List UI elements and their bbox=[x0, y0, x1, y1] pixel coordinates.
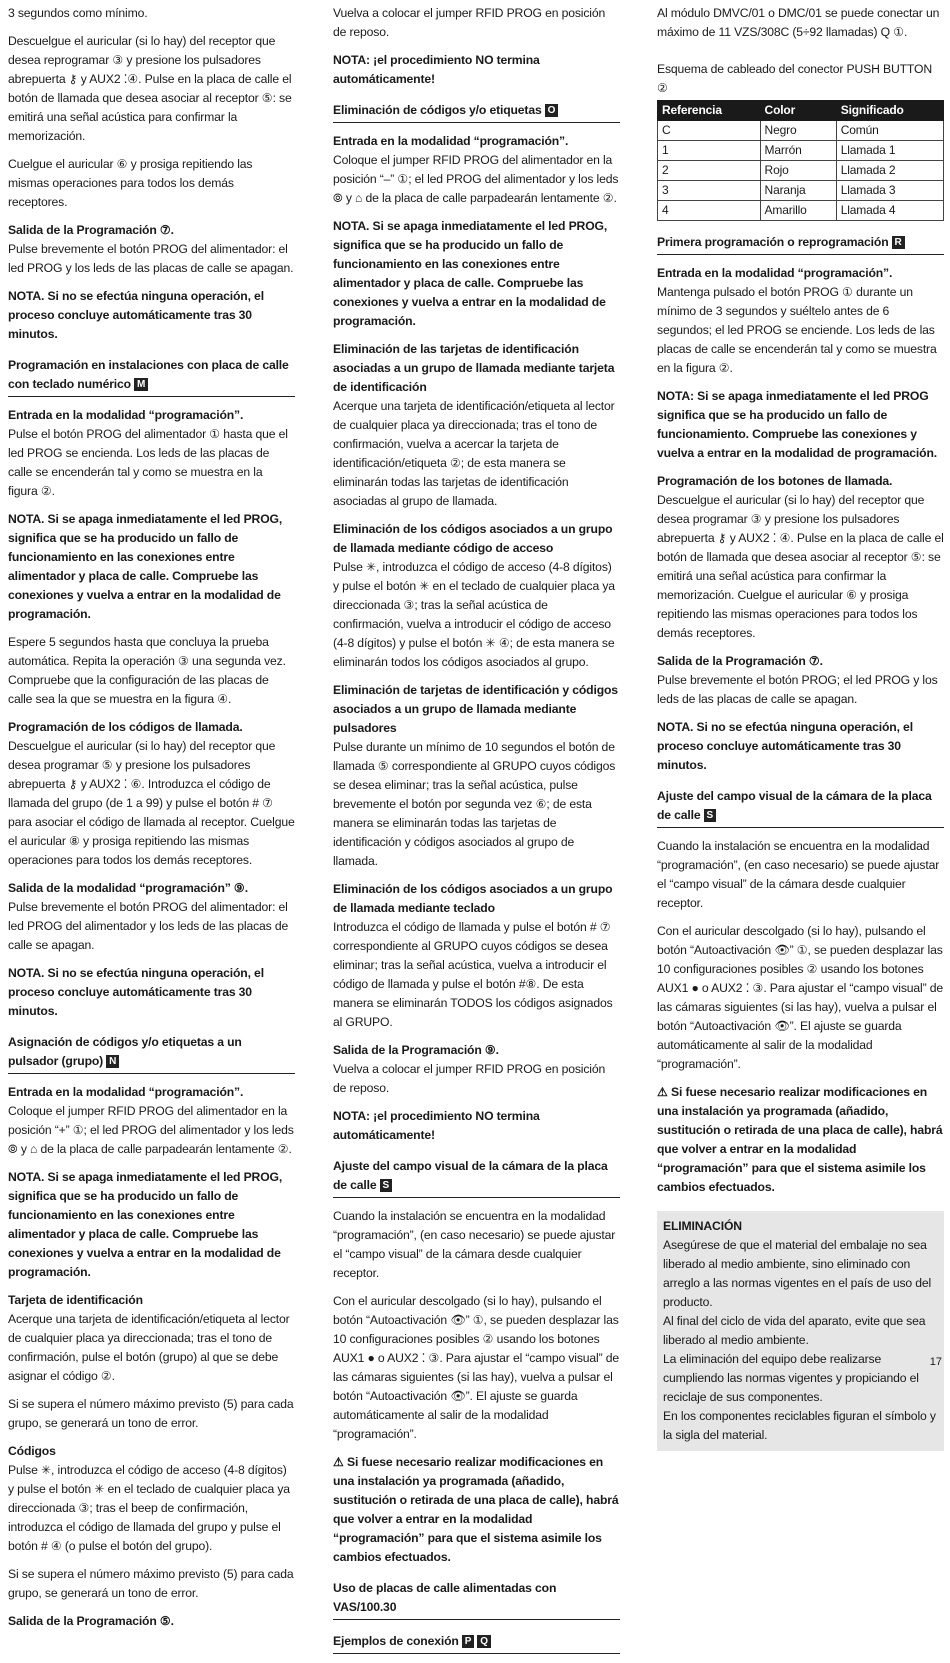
figure-reference-tag: S bbox=[380, 1179, 393, 1192]
table-row bbox=[658, 181, 944, 201]
section-heading bbox=[657, 787, 944, 828]
table-row bbox=[658, 201, 944, 221]
paragraph: Pulse brevemente el botón PROG del alimentador: el led PROG y los leds de las placas de calle se apagan. bbox=[8, 242, 294, 275]
section-heading bbox=[657, 233, 944, 255]
paragraph: Espere 5 segundos hasta que concluya la prueba automática. Repita la operación ③ una segunda vez. Compruebe que la configuración de las placas de calle sea la que se muestra en la figura ④. bbox=[8, 635, 286, 706]
note-text: NOTA. Si se apaga inmediatamente el led PROG, significa que se ha producido un fallo de funcionamiento en las conexiones entre alimentador y placa de calle. Compruebe las conexiones y vuelva a entrar en la modalidad de programación. bbox=[8, 512, 283, 621]
paragraph: Acerque una tarjeta de identificación/etiqueta al lector de cualquier placa ya direccionada; tras el tono de confirmación, vuelva a acercar la tarjeta de identificación/etiqueta ②; de esta manera se eliminarán todas las tarjetas de identificación asociadas al grupo de llamada. bbox=[333, 399, 615, 508]
subheading: Salida de la Programación ⑦. bbox=[8, 223, 174, 237]
table-cell: Rojo bbox=[760, 161, 836, 181]
paragraph: Pulse brevemente el botón PROG; el led PROG y los leds de las placas de calle se apagan. bbox=[657, 673, 938, 706]
table-cell: Llamada 3 bbox=[836, 181, 943, 201]
column-left bbox=[8, 4, 295, 1631]
column-right bbox=[657, 4, 944, 1451]
paragraph: Si se supera el número máximo previsto (5) para cada grupo, se generará un tono de error. bbox=[8, 1397, 294, 1430]
paragraph: Pulse durante un mínimo de 10 segundos el botón de llamada ⑤ correspondiente al GRUPO cuyos códigos se desea eliminar; tras la señal acústica, pulse brevemente el botón por segunda vez ⑥; de esta manera se eliminarán todas las tarjetas de identificación y códigos asociados al grupo de llamada. bbox=[333, 740, 616, 868]
paragraph: Cuando la instalación se encuentra en la modalidad “programación”, (en caso necesario) se puede ajustar el “campo visual” de la cámara desde cualquier receptor. bbox=[657, 839, 940, 910]
elimination-box bbox=[657, 1211, 944, 1451]
elimination-paragraph: En los componentes reciclables figuran el símbolo y la sigla del material. bbox=[663, 1409, 936, 1442]
note-text: NOTA. Si no se efectúa ninguna operación, el proceso concluye automáticamente tras 30 minutos. bbox=[8, 289, 264, 341]
section-heading-text: Programación en instalaciones con placa de calle con teclado numérico bbox=[8, 358, 289, 391]
note-text: NOTA: ¡el procedimiento NO termina automáticamente! bbox=[333, 1109, 540, 1142]
elimination-paragraph: La eliminación del equipo debe realizarse cumpliendo las normas vigentes y propiciando el reciclaje de sus componentes. bbox=[663, 1352, 919, 1404]
section-heading-text: Ajuste del campo visual de la cámara de la placa de calle bbox=[333, 1159, 608, 1192]
subheading: Salida de la Programación ⑦. bbox=[657, 654, 823, 668]
note-text: ⚠ Si fuese necesario realizar modificaciones en una instalación ya programada (añadido, sustitución o retirada de una placa de calle), habrá que volver a entrar en la modalidad “programación” para que el sistema asimile los cambios efectuados. bbox=[657, 1085, 943, 1194]
figure-reference-tag: M bbox=[134, 378, 148, 391]
section-heading bbox=[333, 1579, 620, 1620]
table-cell: Llamada 2 bbox=[836, 161, 943, 181]
section-heading bbox=[8, 1033, 295, 1074]
subheading: Salida de la Programación ⑤. bbox=[8, 1614, 174, 1628]
paragraph: Pulse brevemente el botón PROG del alimentador: el led PROG del alimentador y los leds de las placas de calle se apagan. bbox=[8, 900, 289, 952]
subheading: Entrada en la modalidad “programación”. bbox=[8, 1085, 244, 1099]
section-heading-text: Asignación de códigos y/o etiquetas a un pulsador (grupo) bbox=[8, 1035, 242, 1068]
wiring-table bbox=[657, 100, 944, 221]
paragraph: Introduzca el código de llamada y pulse el botón # ⑦ correspondiente al GRUPO cuyos códigos se desea eliminar; tras la señal acústica, vuelva a introducir el código de llamada y pulse el botón #⑧. De esta manera se eliminarán TODOS los códigos asignados al GRUPO. bbox=[333, 920, 613, 1029]
paragraph: Descuelgue el auricular (si lo hay) del receptor que desea programar ③ y presione los pulsadores abrepuerta ⚷ y AUX2 ⁚ ④. Pulse en la placa de calle el botón de llamada que desea asociar al receptor ⑤: se emitirá una señal acústica para confirmar la memorización. Cuelgue el auricular ⑥ y prosiga repitiendo las mismas operaciones para todos los demás receptores. bbox=[657, 493, 944, 640]
table-cell: 4 bbox=[658, 201, 761, 221]
table-cell: Naranja bbox=[760, 181, 836, 201]
column-middle bbox=[333, 4, 620, 1663]
section-heading bbox=[8, 356, 295, 397]
section-heading bbox=[333, 1157, 620, 1198]
section-heading-text: Uso de placas de calle alimentadas con VAS/100.30 bbox=[333, 1581, 557, 1614]
figure-reference-tag: P bbox=[462, 1635, 475, 1648]
note-text: NOTA. Si se apaga inmediatamente el led PROG, significa que se ha producido un fallo de funcionamiento en las conexiones entre alimentador y placa de calle. Compruebe las conexiones y vuelva a entrar en la modalidad de programación. bbox=[333, 219, 608, 328]
subheading: Entrada en la modalidad “programación”. bbox=[333, 134, 569, 148]
table-cell: 3 bbox=[658, 181, 761, 201]
table-cell: 1 bbox=[658, 141, 761, 161]
note-text: NOTA. Si no se efectúa ninguna operación, el proceso concluye automáticamente tras 30 minutos. bbox=[657, 720, 913, 772]
paragraph: Pulse el botón PROG del alimentador ① hasta que el led PROG se encienda. Los leds de las placas de calle se encenderán tal y como se muestra en la figura ②. bbox=[8, 427, 288, 498]
paragraph: Con el auricular descolgado (si lo hay), pulsando el botón “Autoactivación 👁” ①, se pueden desplazar las 10 configuraciones posibles ② usando los botones AUX1 ● o AUX2 ⁚ ③. Para ajustar el “campo visual” de las cámaras siguientes (si las hay), vuelva a pulsar el botón “Autoactivación 👁”. El ajuste se guarda automáticamente al salir de la modalidad “programación”. bbox=[657, 924, 943, 1071]
elimination-paragraph: Asegúrese de que el material del embalaje no sea liberado al medio ambiente, sino eliminado con arreglo a las normas vigentes en el país de uso del producto. bbox=[663, 1238, 932, 1309]
subheading: Salida de la modalidad “programación” ⑨. bbox=[8, 881, 248, 895]
subheading: Salida de la Programación ⑨. bbox=[333, 1043, 499, 1057]
note-text: NOTA: Si se apaga inmediatamente el led PROG significa que se ha producido un fallo de funcionamiento. Compruebe las conexiones y vuelva a entrar en la modalidad de programación. bbox=[657, 389, 937, 460]
section-heading-text: Ejemplos de conexión bbox=[333, 1634, 459, 1648]
table-cell: Amarillo bbox=[760, 201, 836, 221]
paragraph: Acerque una tarjeta de identificación/etiqueta al lector de cualquier placa ya direccionada; tras el tono de confirmación, pulse el botón (grupo) al que se debe asignar el código ②. bbox=[8, 1312, 290, 1383]
table-row bbox=[658, 141, 944, 161]
elimination-title: ELIMINACIÓN bbox=[663, 1219, 742, 1233]
table-cell: Llamada 1 bbox=[836, 141, 943, 161]
elimination-paragraph: Al final del ciclo de vida del aparato, evite que sea liberado al medio ambiente. bbox=[663, 1314, 926, 1347]
section-heading-text: Eliminación de códigos y/o etiquetas bbox=[333, 103, 542, 117]
paragraph: Con el auricular descolgado (si lo hay), pulsando el botón “Autoactivación 👁” ①, se pueden desplazar las 10 configuraciones posibles ② usando los botones AUX1 ● o AUX2 ⁚ ③. Para ajustar el “campo visual” de las cámaras siguientes (si las hay), vuelva a pulsar el botón “Autoactivación 👁”. El ajuste se guarda automáticamente al salir de la modalidad “programación”. bbox=[333, 1294, 619, 1441]
table-header-cell: Referencia bbox=[658, 101, 761, 121]
paragraph: Si se supera el número máximo previsto (5) para cada grupo, se generará un tono de error. bbox=[8, 1567, 294, 1600]
subheading: Eliminación de los códigos asociados a un grupo de llamada mediante código de acceso bbox=[333, 522, 613, 555]
subheading: Programación de los códigos de llamada. bbox=[8, 720, 243, 734]
paragraph: Descuelgue el auricular (si lo hay) del receptor que desea programar ⑤ y presione los pulsadores abrepuerta ⚷ y AUX2 ⁚ ⑥. Introduzca el código de llamada del grupo (de 1 a 99) y pulse el botón # ⑦ para asociar el código de llamada al receptor. Cuelgue el auricular ⑧ y prosiga repitiendo las mismas operaciones para todos los demás receptores. bbox=[8, 739, 295, 867]
paragraph: Descuelgue el auricular (si lo hay) del receptor que desea reprogramar ③ y presione los pulsadores abrepuerta ⚷ y AUX2 ⁚④. Pulse en la placa de calle el botón de llamada que desea asociar al receptor ⑤: se emitirá una señal acústica para confirmar la memorización. bbox=[8, 34, 292, 143]
paragraph: Vuelva a colocar el jumper RFID PROG en posición de reposo. bbox=[333, 1062, 606, 1095]
table-cell: Común bbox=[836, 121, 943, 141]
page-number: 17 bbox=[929, 1356, 942, 1368]
dmvc-intro: Al módulo DMVC/01 o DMC/01 se puede conectar un máximo de 11 VZS/308C (5÷92 llamadas) Q ①. bbox=[657, 6, 940, 39]
note-text: ⚠ Si fuese necesario realizar modificaciones en una instalación ya programada (añadido, sustitución o retirada de una placa de calle), habrá que volver a entrar en la modalidad “programación” para que el sistema asimile los cambios efectuados. bbox=[333, 1455, 619, 1564]
table-header-cell: Significado bbox=[836, 101, 943, 121]
subheading: Eliminación de los códigos asociados a un grupo de llamada mediante teclado bbox=[333, 882, 613, 915]
table-cell: Marrón bbox=[760, 141, 836, 161]
paragraph: 3 segundos como mínimo. bbox=[8, 6, 148, 20]
figure-reference-tag: N bbox=[106, 1055, 119, 1068]
subheading: Eliminación de tarjetas de identificación y códigos asociados a un grupo de llamada mediante pulsadores bbox=[333, 683, 618, 735]
table-row bbox=[658, 161, 944, 181]
paragraph: Coloque el jumper RFID PROG del alimentador en la posición “–” ①; el led PROG del alimentador y los leds ⦾ y ⌂ de la placa de calle parpadearán lentamente ②. bbox=[333, 153, 619, 205]
note-text: NOTA: ¡el procedimiento NO termina automáticamente! bbox=[333, 53, 540, 86]
table-cell: 2 bbox=[658, 161, 761, 181]
figure-reference-tag: Q bbox=[477, 1635, 491, 1648]
subheading: Tarjeta de identificación bbox=[8, 1293, 143, 1307]
table-row bbox=[658, 121, 944, 141]
subheading: Eliminación de las tarjetas de identificación asociadas a un grupo de llamada mediante tarjeta de identificación bbox=[333, 342, 615, 394]
note-text: NOTA. Si no se efectúa ninguna operación, el proceso concluye automáticamente tras 30 minutos. bbox=[8, 966, 264, 1018]
section-heading bbox=[333, 1632, 620, 1654]
section-heading-text: Primera programación o reprogramación bbox=[657, 235, 889, 249]
note-text: NOTA. Si se apaga inmediatamente el led PROG, significa que se ha producido un fallo de funcionamiento en las conexiones entre alimentador y placa de calle. Compruebe las conexiones y vuelva a entrar en la modalidad de programación. bbox=[8, 1170, 283, 1279]
paragraph: Pulse ✳, introduzca el código de acceso (4-8 dígitos) y pulse el botón ✳ en el teclado de cualquier placa ya direccionada ③; tras la señal acústica de confirmación, vuelva a introducir el código de acceso (4-8 dígitos) y pulse el botón ✳ ④; de esta manera se eliminarán todos los códigos asociados al grupo. bbox=[333, 560, 615, 669]
paragraph: Coloque el jumper RFID PROG del alimentador en la posición “+” ①; el led PROG del alimentador y los leds ⦾ y ⌂ de la placa de calle parpadearán lentamente ②. bbox=[8, 1104, 294, 1156]
table-cell: C bbox=[658, 121, 761, 141]
table-cell: Negro bbox=[760, 121, 836, 141]
paragraph: Pulse ✳, introduzca el código de acceso (4-8 dígitos) y pulse el botón ✳ en el teclado de cualquier placa ya direccionada ③; tras el beep de confirmación, introduzca el código de llamada del grupo y pulse el botón # ④ (o pulse el botón del grupo). bbox=[8, 1463, 290, 1553]
figure-reference-tag: O bbox=[545, 104, 559, 117]
subheading: Códigos bbox=[8, 1444, 56, 1458]
section-heading-text: Ajuste del campo visual de la cámara de la placa de calle bbox=[657, 789, 932, 822]
paragraph: Mantenga pulsado el botón PROG ① durante un mínimo de 3 segundos y suéltelo antes de 6 segundos; el led PROG se enciende. Los leds de las placas de calle se encenderán tal y como se muestra en la figura ②. bbox=[657, 285, 937, 375]
figure-reference-tag: R bbox=[892, 236, 905, 249]
subheading: Programación de los botones de llamada. bbox=[657, 474, 893, 488]
table-cell: Llamada 4 bbox=[836, 201, 943, 221]
paragraph: Cuando la instalación se encuentra en la modalidad “programación”, (en caso necesario) se puede ajustar el “campo visual” de la cámara desde cualquier receptor. bbox=[333, 1209, 616, 1280]
subheading: Entrada en la modalidad “programación”. bbox=[657, 266, 893, 280]
paragraph: Cuelgue el auricular ⑥ y prosiga repitiendo las mismas operaciones para todos los demás receptores. bbox=[8, 157, 253, 209]
figure-reference-tag: S bbox=[704, 809, 717, 822]
wiring-title: Esquema de cableado del conector PUSH BUTTON ② bbox=[657, 62, 932, 95]
table-header-cell: Color bbox=[760, 101, 836, 121]
section-heading bbox=[333, 101, 620, 123]
subheading: Entrada en la modalidad “programación”. bbox=[8, 408, 244, 422]
paragraph: Vuelva a colocar el jumper RFID PROG en posición de reposo. bbox=[333, 6, 606, 39]
table-header-row bbox=[658, 101, 944, 121]
